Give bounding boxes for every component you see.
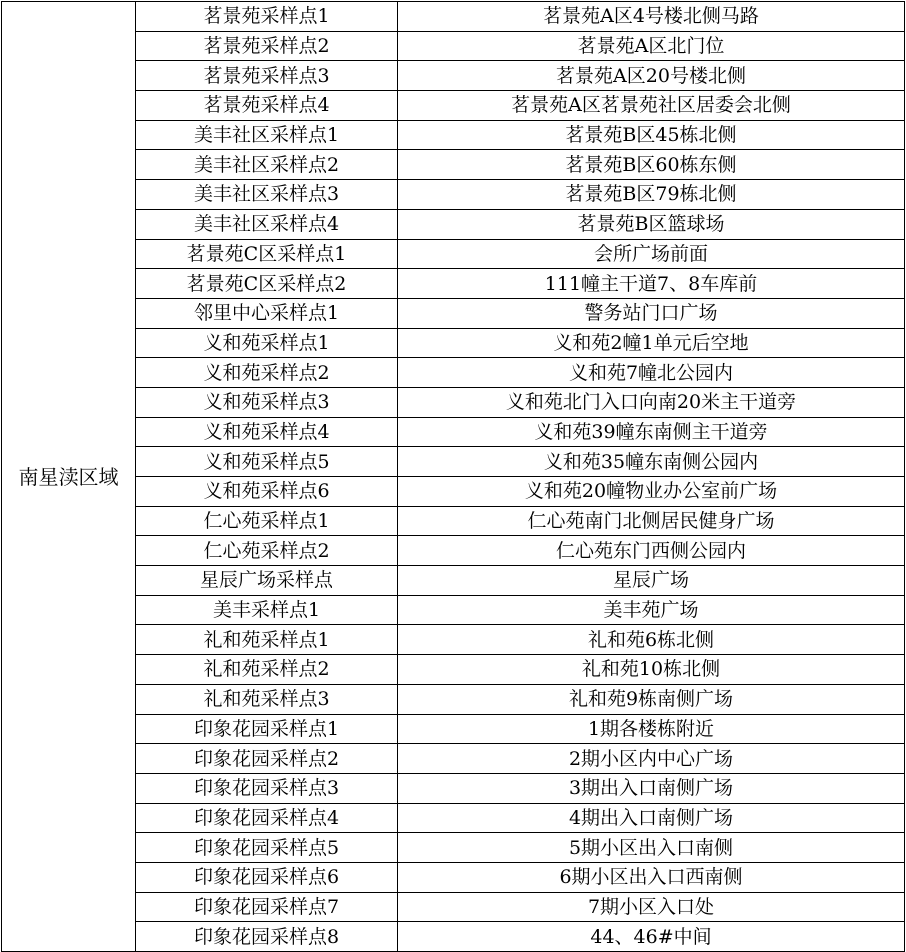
sampling-point-location: 义和苑20幢物业办公室前广场 bbox=[398, 477, 905, 507]
sampling-point-name: 仁心苑采样点1 bbox=[136, 506, 398, 536]
sampling-point-name: 美丰社区采样点2 bbox=[136, 150, 398, 180]
table-row bbox=[2, 803, 905, 833]
sampling-point-location: 3期出入口南侧广场 bbox=[398, 773, 905, 803]
table-row bbox=[2, 209, 905, 239]
sampling-point-name: 印象花园采样点5 bbox=[136, 833, 398, 863]
sampling-point-location: 111幢主干道7、8车库前 bbox=[398, 269, 905, 299]
sampling-point-location: 1期各楼栋附近 bbox=[398, 714, 905, 744]
sampling-point-location: 茗景苑A区北门位 bbox=[398, 31, 905, 61]
sampling-point-name: 茗景苑C区采样点2 bbox=[136, 269, 398, 299]
sampling-points-table bbox=[1, 1, 905, 952]
table-row bbox=[2, 684, 905, 714]
table-row bbox=[2, 447, 905, 477]
sampling-point-name: 印象花园采样点6 bbox=[136, 862, 398, 892]
sampling-point-name: 星辰广场采样点 bbox=[136, 566, 398, 596]
sampling-point-location: 警务站门口广场 bbox=[398, 298, 905, 328]
sampling-point-location: 义和苑2幢1单元后空地 bbox=[398, 328, 905, 358]
sampling-point-name: 义和苑采样点3 bbox=[136, 387, 398, 417]
table-row bbox=[2, 922, 905, 952]
sampling-point-location: 礼和苑9栋南侧广场 bbox=[398, 684, 905, 714]
sampling-point-name: 义和苑采样点1 bbox=[136, 328, 398, 358]
sampling-point-name: 美丰社区采样点1 bbox=[136, 120, 398, 150]
sampling-point-name: 印象花园采样点8 bbox=[136, 922, 398, 952]
table-row bbox=[2, 417, 905, 447]
sampling-point-name: 茗景苑采样点4 bbox=[136, 91, 398, 121]
sampling-point-location: 礼和苑6栋北侧 bbox=[398, 625, 905, 655]
table-row bbox=[2, 892, 905, 922]
table-row bbox=[2, 269, 905, 299]
table-row bbox=[2, 714, 905, 744]
sampling-point-name: 礼和苑采样点3 bbox=[136, 684, 398, 714]
table-row bbox=[2, 477, 905, 507]
table-row bbox=[2, 120, 905, 150]
sampling-point-name: 礼和苑采样点2 bbox=[136, 655, 398, 685]
table-body bbox=[2, 2, 905, 952]
sampling-point-name: 仁心苑采样点2 bbox=[136, 536, 398, 566]
table-row bbox=[2, 180, 905, 210]
table-row bbox=[2, 625, 905, 655]
sampling-point-location: 茗景苑B区60栋东侧 bbox=[398, 150, 905, 180]
table-row bbox=[2, 387, 905, 417]
table-row bbox=[2, 91, 905, 121]
table-row bbox=[2, 862, 905, 892]
sampling-point-location: 义和苑39幢东南侧主干道旁 bbox=[398, 417, 905, 447]
sampling-point-name: 义和苑采样点4 bbox=[136, 417, 398, 447]
sampling-point-location: 茗景苑B区79栋北侧 bbox=[398, 180, 905, 210]
table-row bbox=[2, 61, 905, 91]
sampling-point-location: 茗景苑B区45栋北侧 bbox=[398, 120, 905, 150]
table-row bbox=[2, 536, 905, 566]
sampling-point-location: 礼和苑10栋北侧 bbox=[398, 655, 905, 685]
region-cell: 南星渎区域 bbox=[2, 2, 136, 952]
table-row bbox=[2, 31, 905, 61]
sampling-point-name: 印象花园采样点7 bbox=[136, 892, 398, 922]
sampling-point-name: 茗景苑采样点2 bbox=[136, 31, 398, 61]
table-row bbox=[2, 298, 905, 328]
table-row bbox=[2, 595, 905, 625]
sampling-point-name: 印象花园采样点2 bbox=[136, 744, 398, 774]
sampling-point-location: 茗景苑B区篮球场 bbox=[398, 209, 905, 239]
table-row bbox=[2, 358, 905, 388]
sampling-point-location: 星辰广场 bbox=[398, 566, 905, 596]
sampling-point-location: 2期小区内中心广场 bbox=[398, 744, 905, 774]
sampling-point-location: 会所广场前面 bbox=[398, 239, 905, 269]
table-row bbox=[2, 566, 905, 596]
sampling-point-location: 义和苑北门入口向南20米主干道旁 bbox=[398, 387, 905, 417]
sampling-point-location: 5期小区出入口南侧 bbox=[398, 833, 905, 863]
sampling-point-name: 义和苑采样点5 bbox=[136, 447, 398, 477]
sampling-point-name: 印象花园采样点3 bbox=[136, 773, 398, 803]
table-row bbox=[2, 506, 905, 536]
sampling-point-name: 茗景苑采样点1 bbox=[136, 2, 398, 32]
table-row bbox=[2, 744, 905, 774]
sampling-point-name: 美丰社区采样点3 bbox=[136, 180, 398, 210]
sampling-point-name: 印象花园采样点1 bbox=[136, 714, 398, 744]
sampling-point-location: 仁心苑南门北侧居民健身广场 bbox=[398, 506, 905, 536]
sampling-point-name: 美丰社区采样点4 bbox=[136, 209, 398, 239]
sampling-point-location: 7期小区入口处 bbox=[398, 892, 905, 922]
table-row bbox=[2, 655, 905, 685]
sampling-point-location: 仁心苑东门西侧公园内 bbox=[398, 536, 905, 566]
sampling-point-location: 4期出入口南侧广场 bbox=[398, 803, 905, 833]
table-row bbox=[2, 328, 905, 358]
sampling-point-name: 茗景苑C区采样点1 bbox=[136, 239, 398, 269]
table-row bbox=[2, 150, 905, 180]
sampling-point-name: 义和苑采样点6 bbox=[136, 477, 398, 507]
table-row bbox=[2, 239, 905, 269]
table-row bbox=[2, 773, 905, 803]
sampling-point-location: 茗景苑A区20号楼北侧 bbox=[398, 61, 905, 91]
sampling-point-name: 义和苑采样点2 bbox=[136, 358, 398, 388]
sampling-point-location: 44、46#中间 bbox=[398, 922, 905, 952]
sampling-point-location: 美丰苑广场 bbox=[398, 595, 905, 625]
sampling-point-location: 义和苑7幢北公园内 bbox=[398, 358, 905, 388]
sampling-point-name: 邻里中心采样点1 bbox=[136, 298, 398, 328]
sampling-point-location: 茗景苑A区4号楼北侧马路 bbox=[398, 2, 905, 32]
table-row bbox=[2, 2, 905, 32]
sampling-point-location: 义和苑35幢东南侧公园内 bbox=[398, 447, 905, 477]
sampling-point-name: 美丰采样点1 bbox=[136, 595, 398, 625]
sampling-point-name: 茗景苑采样点3 bbox=[136, 61, 398, 91]
sampling-point-name: 礼和苑采样点1 bbox=[136, 625, 398, 655]
sampling-point-location: 6期小区出入口西南侧 bbox=[398, 862, 905, 892]
sampling-point-name: 印象花园采样点4 bbox=[136, 803, 398, 833]
table-row bbox=[2, 833, 905, 863]
sampling-point-location: 茗景苑A区茗景苑社区居委会北侧 bbox=[398, 91, 905, 121]
